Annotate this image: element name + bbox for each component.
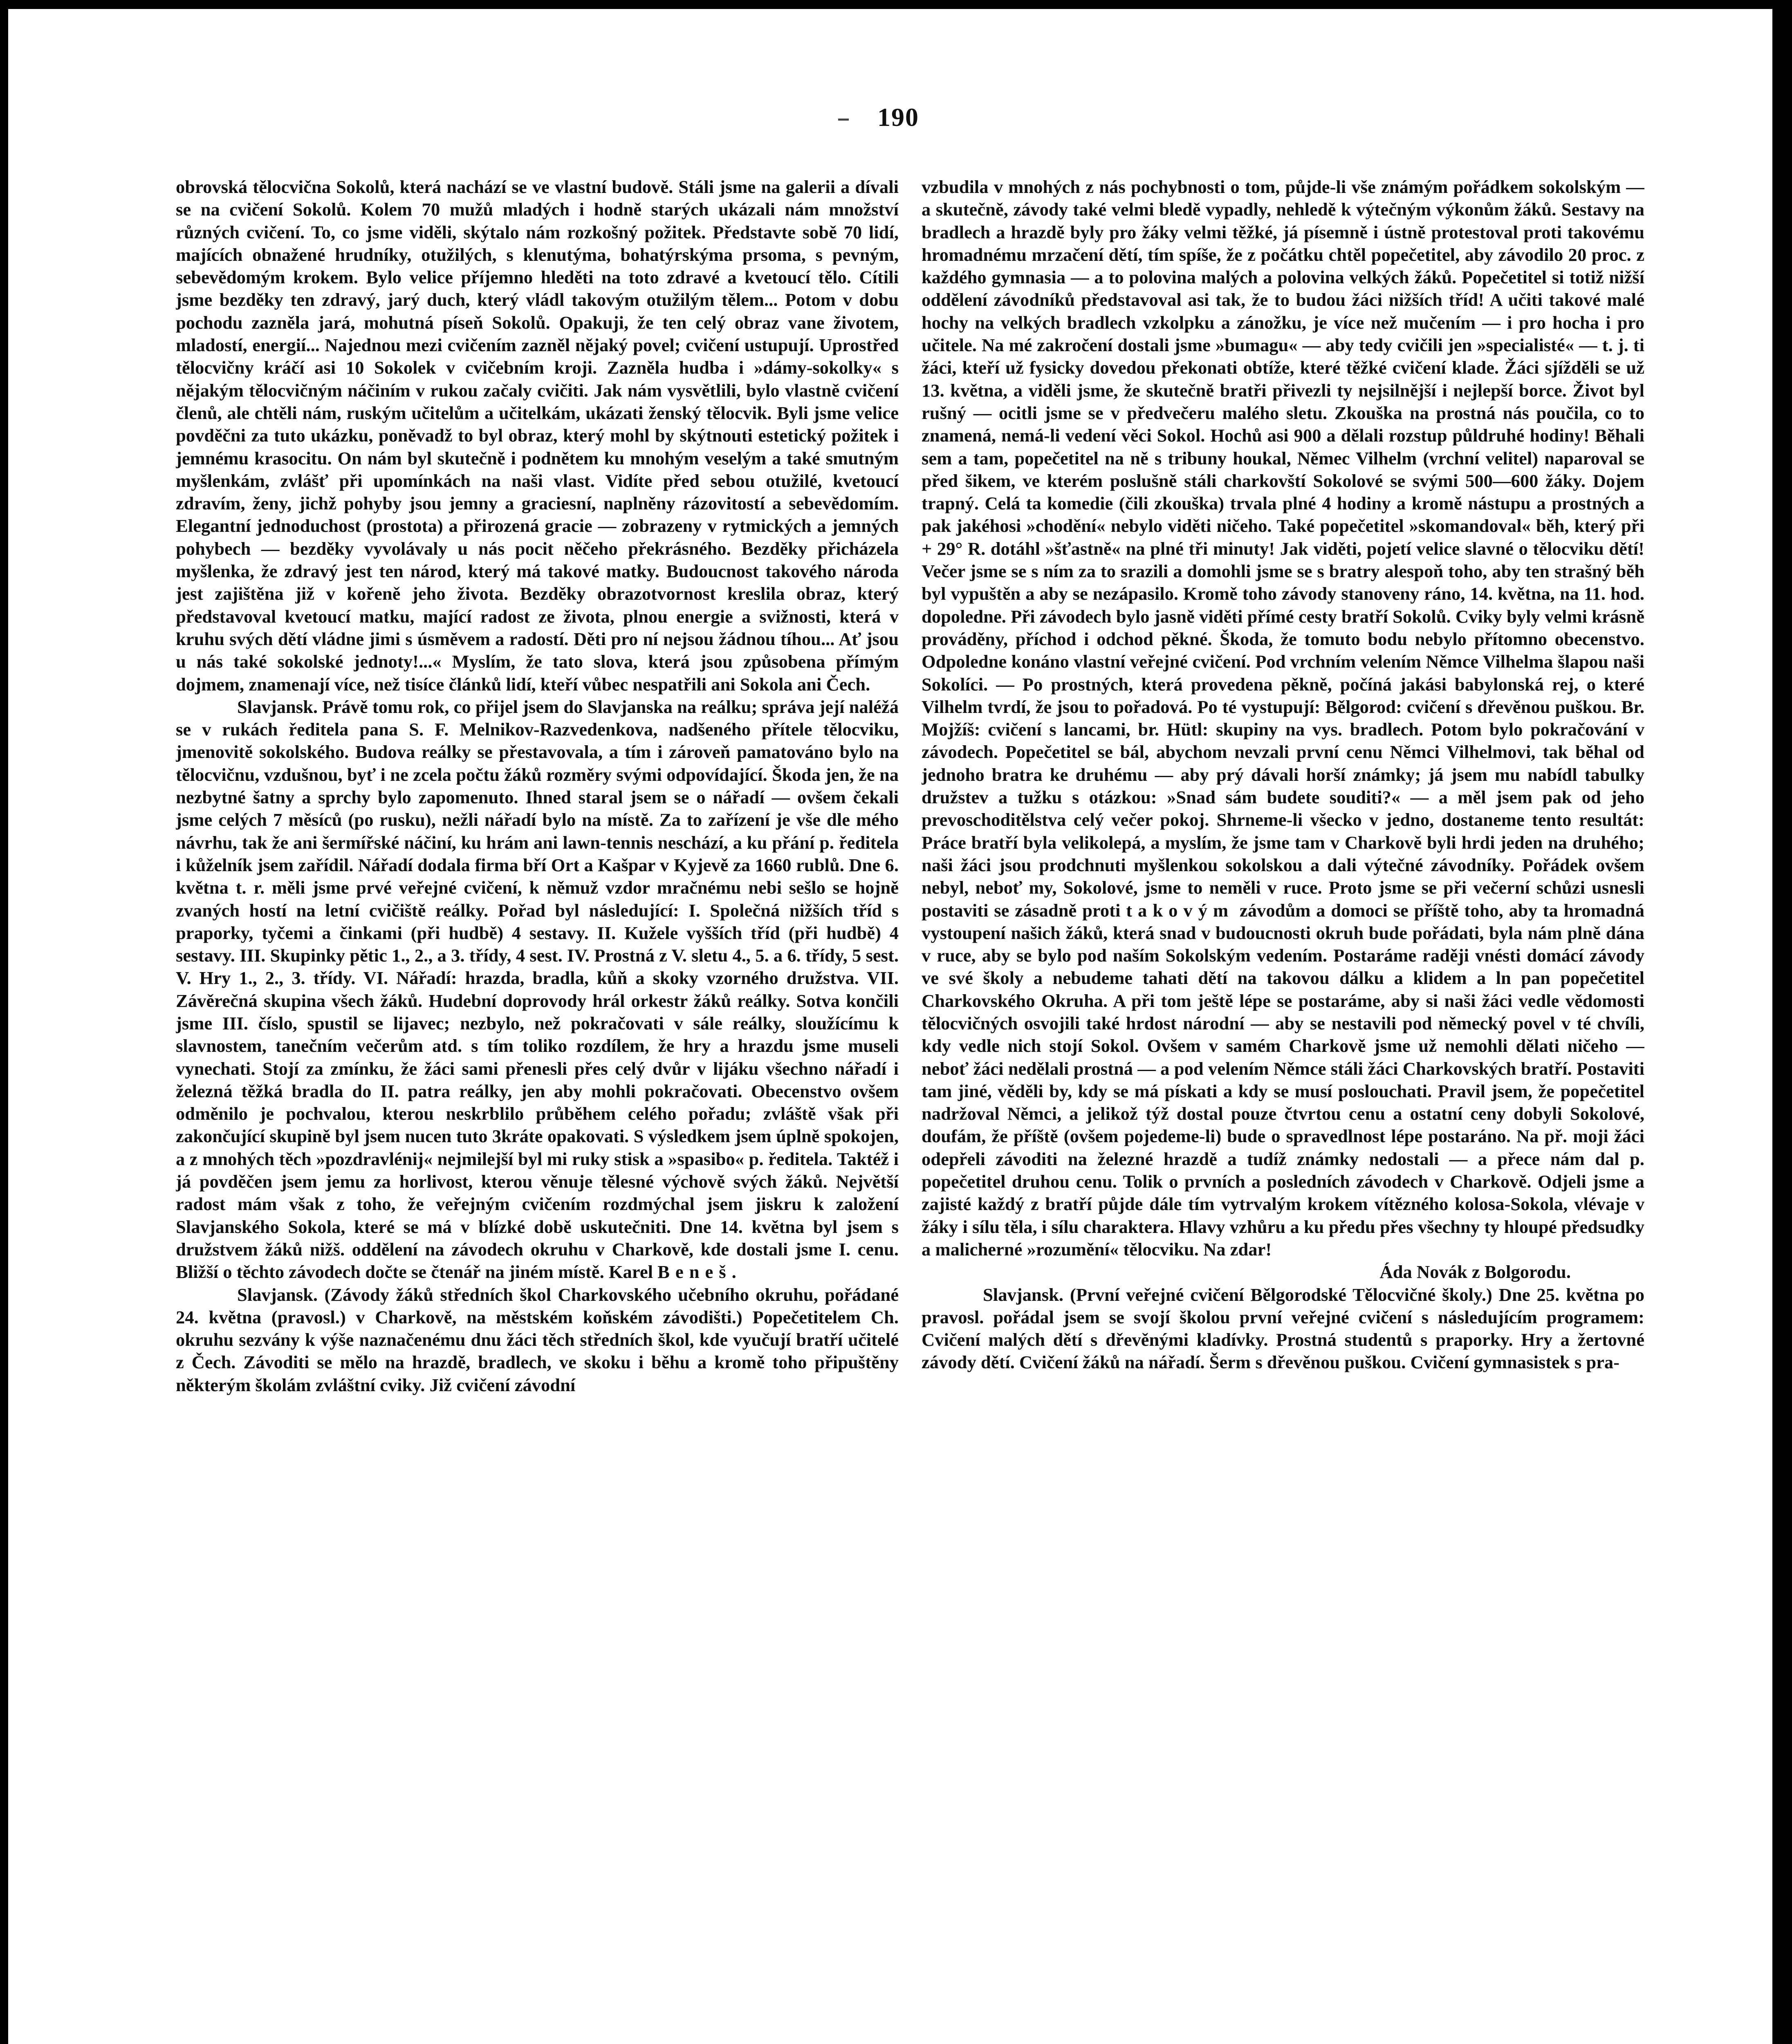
left-paragraph-1: obrovská tělocvična Sokolů, která nachází se ve vlastní budově. Stáli jsme na galerii a dívali se na cvičení Sokolů. Kolem 70 mužů mladých i hodně starých ukázali nám množství různých cvičení. To, co jsme viděli, skýtalo nám rozkošný požitek. Představte sobě 70 lidí, majících obnažené hrudníky, otužilých, s klenutýma, bohatýrskýma prsoma, s pevným, sebevědomým krokem. Bylo velice příjemno hleděti na toto zdravé a kvetoucí tělo. Cítili jsme bezděky ten zdravý, jarý duch, který vládl takovým otužilým tělem... Potom v dobu pochodu zazněla jará, mohutná píseň Sokolů. Opakuji, že ten celý obraz vane životem, mladostí, energií... Najednou mezi cvičením zazněl nějaký povel; cvičení ustupují. Uprostřed tělocvičny kráčí asi 10 Sokolek v cvičebním kroji. Zazněla hudba i »dámy-sokolky« s nějakým tělocvičným náčiním v rukou začaly cvičiti. Jak nám vysvětlili, bylo vlastně cvičení členů, ale chtěli nám, ruským učitelům a učitelkám, ukázati ženský tělocvik. Byli jsme velice povděčni za tuto ukázku, poněvadž to byl obraz, který mohl by skýtnouti estetický požitek i jemnému krasocitu. On nám byl skutečně i podnětem ku mnohým veselým a také smutným myšlenkám, zvlášť při upomínkách na naši vlast. Vidíte před sebou otužilé, kvetoucí zdravím, ženy, jichž pohyby jsou jemny a graciesní, naplněny rázovitostí a sebevědomím. Elegantní jednoduchost (prostota) a přirozená gracie — zobrazeny v rytmických a jemných pohybech — bezděky vyvolávaly u nás pocit něčeho překrásného. Bezděky přicházela myšlenka, že zdravý jest ten národ, který má takové matky. Budoucnost takového národa jest zajištěna již v kořeně jeho života. Bezděky obrazotvornost kreslila obraz, který představoval kvetoucí matku, mající radost ze života, plnou energie a svižnosti, která v kruhu svých dětí vládne jimi s úsměvem a radostí. Děti pro ní nejsou žádnou tíhou... Ať jsou u nás také sokolské jednoty!...« Myslím, že tato slova, která jsou způsobena přímým dojmem, znamenají více, než tisíce článků lidí, kteří vůbec nespatřili ani Sokola ani Čech. <box>176 177 899 695</box>
left-column <box>176 176 899 2044</box>
left-paragraph-2-signature: Beneš. <box>657 1262 742 1282</box>
right-paragraph-2 <box>922 1284 1644 1374</box>
right-column <box>922 176 1644 2044</box>
left-paragraph-2-body: Právě tomu rok, co přijel jsem do Slavjanska na reálku; správa její naléžá se v rukách ředitela pana S. F. Melnikov-Razvedenkova, nadšeného přítele tělocviku, jmenovitě sokolského. Budova reálky se přestavovala, a tím i zároveň pamatováno bylo na tělocvičnu, vzdušnou, byť i ne zcela počtu žáků rozměry svými odpovídající. Škoda jen, že na nezbytné šatny a sprchy bylo zapomenuto. Ihned staral jsem se o nářadí — ovšem čekali jsme celých 7 měsíců (po rusku), nežli nářadí bylo na místě. Za to zařízení je vše dle mého návrhu, tak že ani šermířské náčiní, ku hrám ani lawn-tennis neschází, a ku přání p. ředitela i kůželník jsem zařídil. Nářadí dodala firma bří Ort a Kašpar v Kyjevě za 1660 rublů. Dne 6. května t. r. měli jsme prvé veřejné cvičení, k němuž vzdor mračnému nebi sešlo se hojně zvaných hostí na letní cvičiště reálky. Pořad byl následující: I. Společná nižších tříd s praporky, tyčemi a činkami (při hudbě) 4 sestavy. II. Kužele vyšších tříd (při hudbě) 4 sestavy. III. Skupinky pětic 1., 2., a 3. třídy, 4 sest. IV. Prostná z V. sletu 4., 5. a 6. třídy, 5 sest. V. Hry 1., 2., 3. třídy. VI. Nářadí: hrazda, bradla, kůň a skoky vzorného družstva. VII. Závěrečná skupina všech žáků. Hudební doprovody hrál orkestr žáků reálky. Sotva končili jsme III. číslo, spustil se lijavec; nezbylo, než pokračovati v sále reálky, sloužícímu k slavnostem, tanečním večerům atd. s tím toliko rozdílem, že hry a hrazdu jsme museli vynechati. Stojí za zmínku, že žáci sami přenesli přes celý dvůr v lijáku všechno nářadí i železná těžká bradla do II. patra reálky, jen aby mohli pokračovati. Obecenstvo ovšem odměnilo je pochvalou, kterou neskrblilo průběhem celého pořadu; zvláště však při zakončující skupině byl jsem nucen tuto 3kráte opakovati. S výsledkem jsem úplně spokojen, a z mnohých těch »pozdravlénij« nejmilejší byl mi ruky stisk a »spasibo« p. ředitela. Taktéž i já povděčen jsem jemu za horlivost, kterou věnuje tělesné výchově svých žáků. Největší radost mám však z toho, že veřejným cvičením rozdmýchal jsem jiskru k založení Slavjanského Sokola, které se má v blízké době uskutečniti. Dne 14. května byl jsem s družstvem žáků nižš. oddělení na závodech okruhu v Charkově, kde dostali jsme I. cenu. Bližší o těchto závodech dočte se čtenář na jiném místě. Karel <box>176 696 899 1282</box>
left-paragraph-3 <box>176 1284 899 1396</box>
right-paragraph-1 <box>922 176 1644 1261</box>
right-signoff: Áda Novák z Bolgorodu. <box>1379 1262 1571 1282</box>
right-paragraph-1-tail: závodům a domoci se příště toho, aby ta hromadná vystoupení našich žáků, která snad v budoucnosti okruh bude pořádati, byla nám plně dána v ruce, aby se bylo pod naším Sokolským vedením. Postaráme raději vnésti domácí závody ve své školy a nebudeme tahati dětí na takovou dálku a klidem a ln pan popečetitel Charkovského Okruha. A při tom ještě lépe se postaráme, aby si naši žáci vedle vědomosti tělocvičných osvojili také hrdost národní — aby se nestavili pod německý povel v té chvíli, kdy vedle nich stojí Sokol. Ovšem v samém Charkově jsme už nemohli dělati ničeho — neboť žáci nedělali prostná — a pod velením Němce stáli žáci Charkovských bratří. Postaviti tam jiné, věděli by, kdy se má pískati a kdy se musí poslouchati. Pravil jsem, že popečetitel nadržoval Němci, a jelikož týž dostal pouze čtvrtou cenu a ostatní ceny dobyli Sokolové, doufám, že příště (ovšem pojedeme-li) bude o spravedlnost lépe postaráno. Na př. moji žáci odepřeli závoditi na železné hrazdě a tudíž známky nedostali — a přece nám dal p. popečetitel druhou cenu. Tolik o prvních a posledních závodech v Charkově. Odjeli jsme a zajisté každý z bratří půjde dále tím vytrvalým krokem vítězného kolosa-Sokola, vlévaje v žáky i sílu těla, i sílu charaktera. Hlavy vzhůru a ku předu přes všechny ty hloupé předsudky a malicherné »rozumění« tělocviku. Na zdar! <box>922 900 1644 1260</box>
page-header <box>834 102 957 143</box>
right-paragraph-2-head: Slavjansk. <box>983 1284 1064 1305</box>
page-number: 190 <box>877 103 919 132</box>
left-paragraph-3-head: Slavjansk. <box>237 1284 318 1305</box>
left-paragraph-2-head: Slavjansk. <box>237 696 318 717</box>
scan-border-top <box>0 0 1792 9</box>
left-paragraph-3-body: (Závody žáků středních škol Charkovského učebního okruhu, pořádané 24. května (pravosl.) v Charkově, na městském koňském závodišti.) Popečetitelem Ch. okruhu sezvány k výše naznačenému dnu žáci těch středních škol, kde vyučují bratří učitelé z Čech. Závoditi se mělo na hrazdě, bradlech, ve skoku i běhu a kromě toho připuštěny některým školám zvláštní cviky. Již cvičení závodní <box>176 1284 899 1395</box>
page-number-dash <box>838 119 849 121</box>
scan-border-left <box>0 0 8 2044</box>
left-paragraph-2 <box>176 696 899 1284</box>
right-paragraph-1-body: vzbudila v mnohých z nás pochybnosti o tom, půjde-li vše známým pořádkem sokolským — a skutečně, závody také velmi bledě vypadly, nehledě k výtečným výkonům žáků. Sestavy na bradlech a hrazdě byly pro žáky velmi těžké, já písemně i ústně protestoval proti takovému hromadnému mrzačení dětí, tím spíše, že z počátku chtěl popečetitel, aby závodilo 20 proc. z každého gymnasia — a to polovina malých a polovina velkých žáků. Popečetitel si totiž nižší oddělení závodníků představoval asi tak, že to budou žáci nižších tříd! A učiti takové malé hochy na velkých bradlech vzkolpku a zánožku, je více než mučením — i pro hocha i pro učitele. Na mé zakročení dostali jsme »bumagu« — aby tedy cvičili jen »specialisté« — t. j. ti žáci, kteří už fysicky dovedou překonati obtíže, které těžké cvičení klade. Žáci sjížděli se už 13. května, a viděli jsme, že skutečně bratři přivezli ty nejsilnější i nejlepší borce. Život byl rušný — ocitli jsme se v předvečeru malého sletu. Zkouška na prostná nás poučila, co to znamená, nemá-li vedení věci Sokol. Hochů asi 900 a dělali rozstup půldruhé hodiny! Běhali sem a tam, popečetitel na ně s tribuny houkal, Němec Vilhelm (vrchní velitel) naparoval se před šikem, ve kterém poslušně stáli charkovští Sokolové se svými 500—600 žáky. Dojem trapný. Celá ta komedie (čili zkouška) trvala plné 4 hodiny a kromě nástupu a prostných a pak jakéhosi »chodění« nebylo viděti ničeho. Také popečetitel »skomandoval« běh, který při + 29° R. dotáhl »šťastně« na plné tři minuty! Jak viděti, pojetí velice slavné o tělocviku dětí! Večer jsme se s ním za to srazili a domohli jsme se s bratry alespoň toho, aby ten strašný běh byl vypuštěn a aby se nezápasilo. Kromě toho závody stanoveny ráno, 14. května, na 11. hod. dopoledne. Při závodech bylo jasně viděti přímé cesty bratří Sokolů. Cviky byly velmi krásně prováděny, příchod i odchod pěkné. Škoda, že tomuto bodu nebylo přítomno obecenstvo. Odpoledne konáno vlastní veřejné cvičení. Pod vrchním velením Němce Vilhelma šlapou naši Sokolíci. — Po prostných, která provedena pěkně, počíná jakási babylonská rej, o které Vilhelm tvrdí, že jsou to pořadová. Po té vystupují: Bělgorod: cvičení s dřevěnou puškou. Br. Mojžíš: cvičení s lancami, br. Hütl: skupiny na vys. bradlech. Potom bylo pokračování v závodech. Popečetitel se bál, abychom nevzali první cenu Němci Vilhelmovi, tak běhal od jednoho bratra ke druhému — aby prý dávali horší známky; já jsem mu nabídl tabulky družstev a tužku s otázkou: »Snad sám budete souditi?« — a měl jsem pak od jeho prevoschoditělstva celý večer pokoj. Shrneme-li všecko v jedno, dostaneme tento resultát: Práce bratří byla velikolepá, a myslím, že jsme tam v Charkově byli hrdi jeden na druhého; naši žáci jsou prodchnuti myšlenkou sokolskou a dali výtečné závodníky. Pořádek ovšem nebyl, neboť my, Sokolové, jsme to neměli v ruce. Proto jsme se při večerní schůzi usnesli postaviti se zásadně proti <box>922 177 1644 921</box>
right-paragraph-1-spaced-word: takovým <box>1126 900 1234 921</box>
right-paragraph-2-body: (První veřejné cvičení Bělgorodské Tělocvičné školy.) Dne 25. května po pravosl. pořádal jsem se svojí školou první veřejné cvičení s následujícím programem: Cvičení malých dětí s dřevěnými kladívky. Prostná studentů s praporky. Hry a žertovné závody dětí. Cvičení žáků na nářadí. Šerm s dřevěnou puškou. Cvičení gymnasistek s pra- <box>922 1284 1644 1373</box>
scan-border-right <box>1772 0 1792 2044</box>
